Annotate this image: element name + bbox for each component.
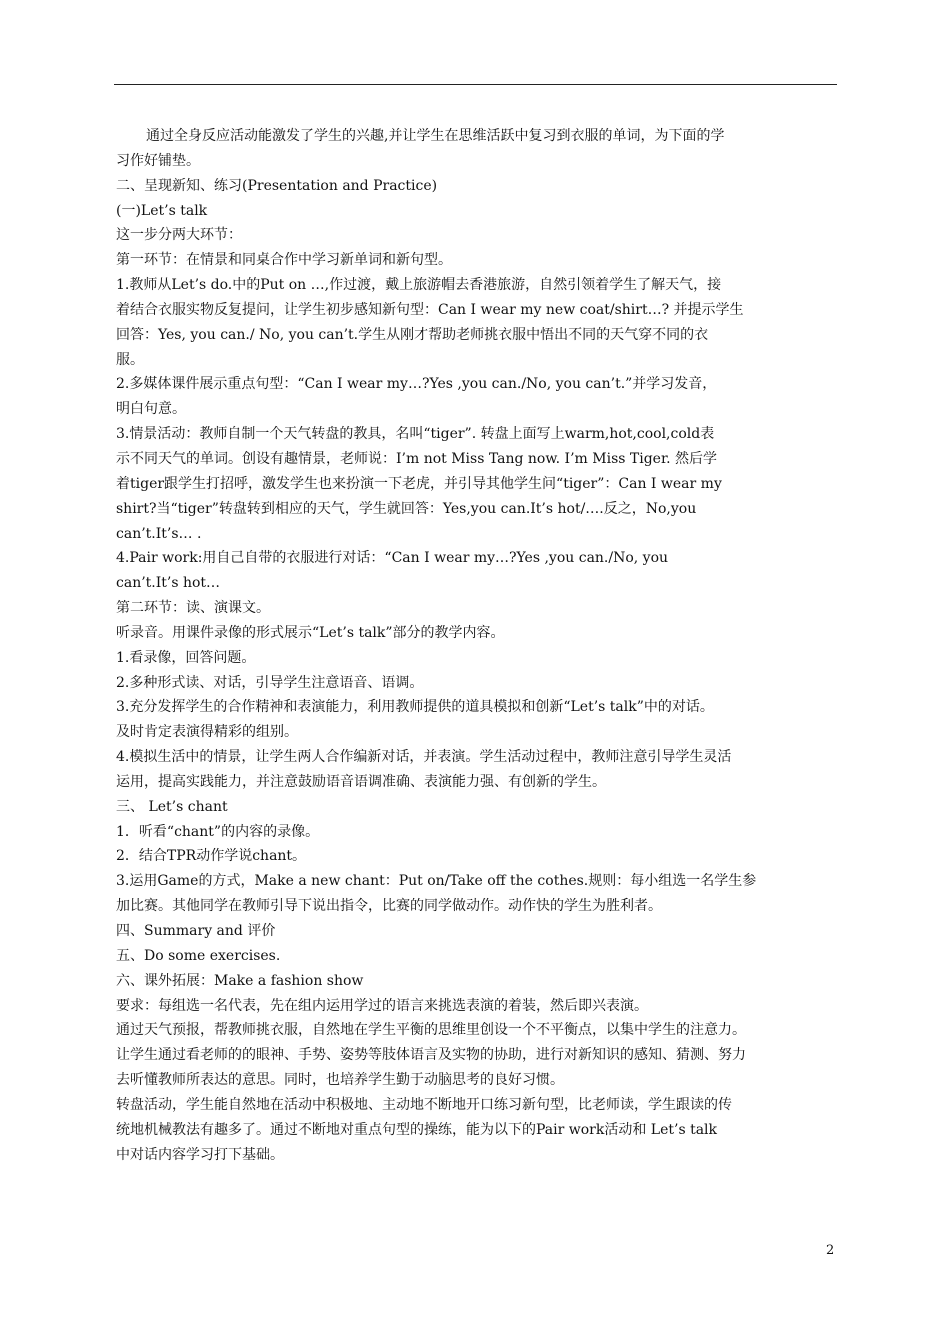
- text-line: 要求：每组选一名代表，先在组内运用学过的语言来挑选表演的着装，然后即兴表演。: [116, 997, 648, 1014]
- text-line: 3.运用Game的方式，Make a new chant：Put on/Take off the cothes.规则：每小组选一名学生参: [116, 873, 757, 890]
- section-heading: 五、Do some exercises.: [116, 947, 281, 964]
- text-line: 4.模拟生活中的情景，让学生两人合作编新对话，并表演。学生活动过程中，教师注意引导学生灵活: [116, 749, 732, 766]
- page-number: 2: [826, 1243, 835, 1258]
- text-line: 明白句意。: [116, 401, 186, 418]
- text-line: 2.多媒体课件展示重点句型：“Can I wear my…?Yes ,you can./No, you can’t.”并学习发音，: [116, 376, 717, 393]
- text-line: 1.教师从Let’s do.中的Put on …,作过渡，戴上旅游帽去香港旅游，自然引领着学生了解天气，接: [116, 277, 722, 294]
- text-line: 3.情景活动：教师自制一个天气转盘的教具，名叫“tiger”. 转盘上面写上warm,hot,cool,cold表: [116, 426, 715, 443]
- text-line: 3.充分发挥学生的合作精神和表演能力，利用教师提供的道具模拟和创新“Let’s talk”中的对话。: [116, 699, 714, 716]
- text-line: can’t.It’s… .: [116, 525, 202, 542]
- text-line: 通过天气预报，帮教师挑衣服，自然地在学生平衡的思维里创设一个不平衡点，以集中学生的注意力。: [116, 1022, 746, 1039]
- text-line: 第一环节：在情景和同桌合作中学习新单词和新句型。: [116, 252, 452, 269]
- section-heading: 三、 Let’s chant: [116, 798, 228, 815]
- text-line: 去听懂教师所表达的意思。同时，也培养学生勤于动脑思考的良好习惯。: [116, 1072, 564, 1089]
- text-line: 加比赛。其他同学在教师引导下说出指令，比赛的同学做动作。动作快的学生为胜利者。: [116, 898, 662, 915]
- header-rule: [114, 84, 837, 85]
- text-line: 习作好铺垫。: [116, 152, 200, 169]
- text-line: 示不同天气的单词。创设有趣情景，老师说：I’m not Miss Tang now. I’m Miss Tiger. 然后学: [116, 450, 718, 467]
- text-line: shirt?当“tiger”转盘转到相应的天气，学生就回答：Yes,you can.It’s hot/….反之，No,you: [116, 500, 697, 517]
- text-line: 中对话内容学习打下基础。: [116, 1146, 284, 1163]
- subsection-heading: (一)Let’s talk: [116, 202, 208, 219]
- section-heading: 六、课外拓展：Make a fashion show: [116, 972, 364, 989]
- text-line: 听录音。用课件录像的形式展示“Let’s talk”部分的教学内容。: [116, 624, 505, 641]
- text-line: 着tiger跟学生打招呼，激发学生也来扮演一下老虎，并引导其他学生问“tiger”：Can I wear my: [116, 475, 722, 492]
- document-body: [116, 124, 838, 1167]
- text-line: 统地机械教法有趣多了。通过不断地对重点句型的操练，能为以下的Pair work活动和 Let’s talk: [116, 1121, 718, 1138]
- text-line: 运用，提高实践能力，并注意鼓励语音语调准确、表演能力强、有创新的学生。: [116, 773, 606, 790]
- text-line: 服。: [116, 351, 144, 368]
- text-line: 转盘活动，学生能自然地在活动中积极地、主动地不断地开口练习新句型，比老师读，学生跟读的传: [116, 1096, 732, 1113]
- text-line: 着结合衣服实物反复提问，让学生初步感知新句型：Can I wear my new coat/shirt…? 并提示学生: [116, 301, 744, 318]
- text-line: can’t.It’s hot…: [116, 575, 221, 592]
- text-line: 这一步分两大环节：: [116, 227, 242, 244]
- section-heading: 四、Summary and 评价: [116, 923, 276, 939]
- text-line: 及时肯定表演得精彩的组别。: [116, 724, 298, 741]
- text-line: 通过全身反应活动能激发了学生的兴趣,并让学生在思维活跃中复习到衣服的单词，为下面的学: [146, 128, 725, 144]
- text-line: 1.看录像，回答问题。: [116, 649, 256, 666]
- text-line: 第二环节：读、演课文。: [116, 600, 270, 617]
- text-line: 4.Pair work:用自己自带的衣服进行对话：“Can I wear my…?Yes ,you can./No, you: [116, 550, 669, 567]
- text-line: 让学生通过看老师的的眼神、手势、姿势等肢体语言及实物的协助，进行对新知识的感知、猜测、努力: [116, 1047, 746, 1064]
- section-heading: 二、呈现新知、练习(Presentation and Practice): [116, 177, 438, 194]
- text-line: 2.多种形式读、对话，引导学生注意语音、语调。: [116, 674, 424, 691]
- text-line: 2．结合TPR动作学说chant。: [116, 848, 307, 865]
- text-line: 1．听看“chant”的内容的录像。: [116, 823, 320, 840]
- text-line: 回答：Yes, you can./ No, you can’t.学生从刚才帮助老师挑衣服中悟出不同的天气穿不同的衣: [116, 326, 709, 343]
